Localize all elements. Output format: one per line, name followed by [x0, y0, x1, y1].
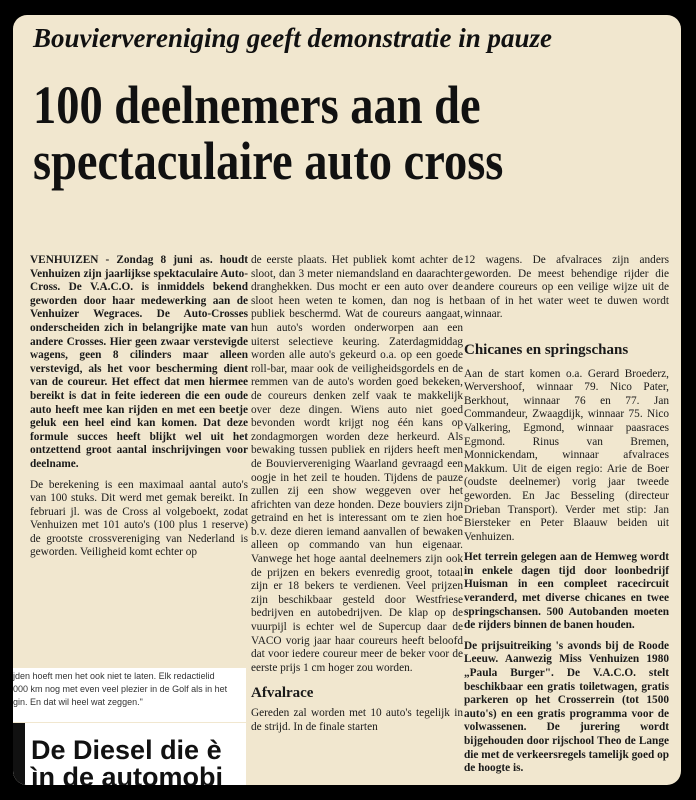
- ad-headline: [31, 737, 223, 785]
- column-2: [251, 254, 463, 741]
- paragraph: Aan de start komen o.a. Gerard Broederz, Wervershoof, winnaar 79. Nico Pater, Berkhout, winnaar 76 en 77. Jan Commandeur, Zwaagdijk, winnaar 75. Nico Valkering, Egmond, winnaar paasraces Egmond. Rinus van Bremen, Monnickendam, winnaar afvalraces Makkum. Uit de eigen regio: Arie de Boer (oudste deelnemer) vorig jaar tweede geworden. En Jac Besseling (directeur Drieban Transport). Verder met stip: Jan Biersteker en Peter Blaauw beiden uit Venhuizen.: [464, 367, 669, 543]
- ad-border: [13, 723, 25, 785]
- lead-paragraph: VENHUIZEN - Zondag 8 juni as. houdt Venhuizen zijn jaarlijkse spektaculaire Auto-Cross. De V.A.C.O. is inmiddels bekend geworden door haar medewerking aan de Venhuizer Wegraces. De Auto-Crosses onderscheiden zich in belangrijke mate van andere Crosses. Hier geen zwaar verstevigde wagens, geen 8 cilinders maar alleen verstevigd, als het voor bescherming dient van de coureur. Het effect dat men hiermee bereikt is dat in feite iedereen die een oude auto heeft mee kan rijden en met een beetje geluk een heel eind kan komen. Dat deze formule succes heeft blijkt wel uit het ontzettend groot aantal inschrijvingen voor deelname.: [30, 254, 248, 470]
- column-3: [464, 254, 669, 783]
- headline-line-2: spectaculaire auto cross: [33, 131, 504, 191]
- paragraph-bold: De prijsuitreiking 's avonds bij de Roode Leeuw. Aanwezig Miss Venhuizen 1980 „Paula Burger". De V.A.C.O. stelt beschikbaar een gratis toiletwagen, gratis parkeren op het Crosserrein (tot 1500 auto's) en een gratis programma voor de volwassenen. De jurering wordt bijgehouden door rijschool Theo de Lange die met de verkeersregels tamelijk goed op de hoogte is.: [464, 639, 669, 775]
- paragraph: de eerste plaats. Het publiek komt achter de sloot, dan 3 meter niemandsland en daarachter dranghekken. Dus mocht er een auto over de sloot heen weten te komen, dan nog is het publiek beschermd. Wat de coureurs aangaat, hun auto's worden onderworpen aan een uiterst selectieve keuring. Zaterdagmiddag worden alle auto's gekeurd o.a. op een goede roll-bar, maar ook de veiligheidsgordels en de remmen van de auto's worden goed bekeken, de coureurs denken zelf vaak te makkelijk over deze dingen. Wiens auto niet goed bevonden wordt krijgt nog één kans op zondagmorgen worden deze herkeurd. Als bewaking tussen publiek en rijders heeft men de Bouviervereniging Waarland gevraagd een oogje in het zeil te houden. Tijdens de pauze zullen zij een show weggeven over het africhten van deze honden. Deze bouviers zijn getraind en het is interessant om te zien hoe b.v. deze dieren iemand aanvallen of bewaken alleen op commando van hun eigenaar. Vanwege het hoge aantal deelnemers zijn ook de prijzen en bekers evenredig groot, totaal zijn er 18 bekers te verdienen. Veel prijzen zijn beschikbaar gesteld door Westfriese bedrijven en autobedrijven. De klap op de vuurpijl is echter wel de Supercup daar de VACO vorig jaar haar coureurs heeft beloofd dat voor iedere coureur meer de beker voor de eerste prijs 1 cm hoger zou worden.: [251, 254, 463, 674]
- paragraph: 12 wagens. De afvalraces zijn anders geworden. De meest behendige rijder die andere coureurs op een veilige wijze uit de baan of in het water weet te duwen wordt winnaar.: [464, 254, 669, 321]
- snippet-line: 000 km nog met even veel plezier in de Golf als in het: [13, 684, 228, 694]
- ad-fragment: [13, 723, 246, 785]
- paragraph: De berekening is een maximaal aantal auto's van 100 stuks. Dit werd met gemak bereikt. In februari jl. was de Cross al volgeboekt, zodat Venhuizen met 101 auto's (100 plus 1 reserve) de grootste crossvereniging van Nederland is geworden. Veiligheid komt echter op: [30, 478, 248, 559]
- subheading-afvalrace: Afvalrace: [251, 685, 314, 702]
- newspaper-clipping: [13, 15, 681, 785]
- ad-line: De Diesel die è: [31, 735, 222, 765]
- column-1: [30, 254, 248, 567]
- article-headline: [33, 77, 583, 189]
- headline-line-1: 100 deelnemers aan de: [33, 75, 481, 135]
- ad-line: ìn de automobi: [31, 762, 223, 785]
- snippet-line: gin. En dat wil heel wat zeggen.": [13, 697, 143, 707]
- article-kicker: Bouviervereniging geeft demonstratie in pauze: [33, 23, 552, 53]
- paragraph-bold: Het terrein gelegen aan de Hemweg wordt in enkele dagen tijd door loonbedrijf Huisman in een compleet racecircuit veranderd, met diverse chicanes en twee springschansen. 500 Autobanden moeten de rijders binnen de banen houden.: [464, 551, 669, 632]
- subheading-chicanes: Chicanes en springschans: [464, 341, 629, 358]
- overlapping-snippet: [13, 668, 246, 722]
- paragraph: Gereden zal worden met 10 auto's tegelijk in de strijd. In de finale starten: [251, 707, 463, 733]
- snippet-line: jden hoeft men het ook niet te laten. Elk redactielid: [13, 671, 215, 681]
